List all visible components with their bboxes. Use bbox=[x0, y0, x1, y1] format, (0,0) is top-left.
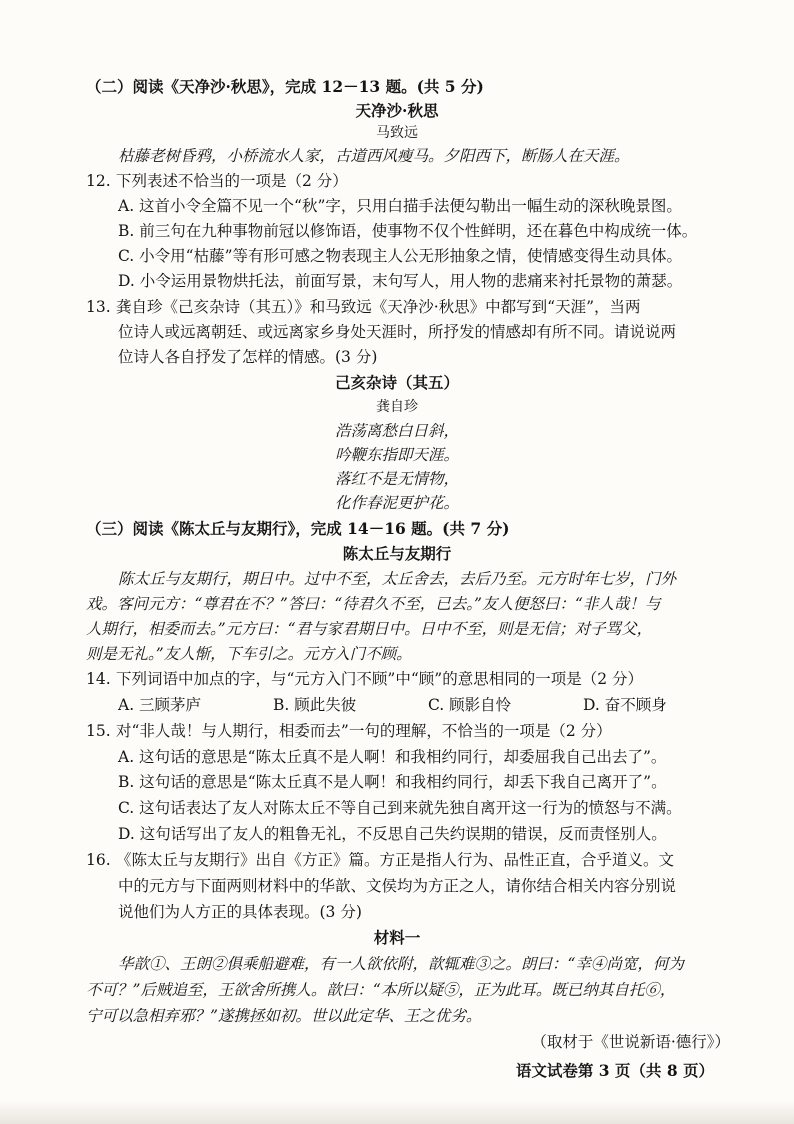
q12-number: 12. bbox=[86, 172, 111, 190]
q15-stem bbox=[86, 720, 736, 742]
q16-line-3: 说他们为人方正的具体表现。(3 分) bbox=[118, 903, 362, 921]
q14-option-b: B. 顾此失彼 bbox=[273, 696, 357, 714]
poem2-line-2: 吟鞭东指即天涯。 bbox=[334, 446, 459, 464]
poem2-line-3: 落红不是无情物， bbox=[334, 470, 459, 488]
q16-line-2: 中的元方与下面两则材料中的华歆、文侯均为方正之人，请你结合相关内容分别说 bbox=[118, 877, 677, 895]
page-footer: 语文试卷第 3 页（共 8 页） bbox=[515, 1061, 714, 1080]
poem1-title: 天净沙·秋思 bbox=[355, 101, 439, 120]
q12-option-b: B. 前三句在九种事物前冠以修饰语，使事物不仅个性鲜明，还在暮色中构成统一体。 bbox=[118, 222, 698, 240]
q15-option-a: A. 这句话的意思是“陈太丘真不是人啊！和我相约同行，却委屈我自己出去了”。 bbox=[118, 748, 667, 766]
q13-line-3: 位诗人各自抒发了怎样的情感。(3 分) bbox=[118, 348, 378, 366]
text-line-1: 陈太丘与友期行，期日中。过中不至，太丘舍去，去后乃至。元方时年七岁，门外 bbox=[118, 570, 677, 588]
text-line-2: 戏。客问元方：“尊君在不？”答曰：“待君久不至，已去。”友人便怒曰：“非人哉！与 bbox=[86, 595, 661, 613]
q15-number: 15. bbox=[86, 722, 111, 740]
material1-line-1: 华歆①、王朗②俱乘船避难，有一人欲依附，歆辄难③之。朗曰：“幸④尚宽，何为 bbox=[118, 955, 684, 973]
q12-option-a: A. 这首小令全篇不见一个“秋”字，只用白描手法便勾勒出一幅生动的深秋晚景图。 bbox=[118, 197, 682, 215]
q13-text-1: 龚自珍《己亥杂诗（其五）》和马致远《天净沙·秋思》中都写到“天涯”，当两 bbox=[116, 298, 641, 316]
poem1-text: 枯藤老树昏鸦，小桥流水人家，古道西风瘦马。夕阳西下，断肠人在天涯。 bbox=[118, 147, 630, 165]
material1-line-2: 不可？”后贼追至，王欲舍所携人。歆曰：“本所以疑⑤，正为此耳。既已纳其自托⑥， bbox=[86, 981, 676, 999]
poem2-author: 龚自珍 bbox=[376, 399, 418, 415]
text-line-4: 则是无礼。”友人惭，下车引之。元方入门不顾。 bbox=[86, 645, 412, 663]
q14-option-c: C. 顾影自怜 bbox=[428, 696, 512, 714]
material1-source: （取材于《世说新语·德行》） bbox=[531, 1033, 730, 1051]
q12-stem-text: 下列表述不恰当的一项是（2 分） bbox=[116, 172, 348, 190]
q14-number: 14. bbox=[86, 670, 111, 688]
q16-text-1: 《陈太丘与友期行》出自《方正》篇。方正是指人行为、品性正直，合乎道义。文 bbox=[116, 851, 675, 869]
q15-stem-text: 对“非人哉！与人期行，相委而去”一句的理解，不恰当的一项是（2 分） bbox=[116, 722, 612, 740]
q12-option-d: D. 小令运用景物烘托法，前面写景，末句写人，用人物的悲痛来衬托景物的萧瑟。 bbox=[118, 272, 683, 290]
q12-stem bbox=[86, 170, 736, 192]
q13-line-1 bbox=[86, 296, 736, 318]
q14-options bbox=[118, 694, 738, 716]
q16-number: 16. bbox=[86, 851, 111, 869]
text-line-3: 人期行，相委而去。”元方曰：“君与家君期日中。日中不至，则是无信；对子骂父， bbox=[86, 620, 653, 638]
q14-stem-text: 下列词语中加点的字，与“元方入门不顾”中“顾”的意思相同的一项是（2 分） bbox=[116, 670, 643, 688]
poem1-author: 马致远 bbox=[376, 125, 418, 141]
q12-option-c: C. 小令用“枯藤”等有形可感之物表现主人公无形抽象之情，使情感变得生动具体。 bbox=[118, 247, 683, 265]
q15-option-d: D. 这句话写出了友人的粗鲁无礼，不反思自己失约误期的错误，反而责怪别人。 bbox=[118, 825, 667, 843]
q15-option-c: C. 这句话表达了友人对陈太丘不等自己到来就先独自离开这一行为的愤怒与不满。 bbox=[118, 799, 682, 817]
material1-title: 材料一 bbox=[373, 928, 421, 947]
q16-line-1 bbox=[86, 849, 736, 871]
q13-number: 13. bbox=[86, 298, 111, 316]
q13-line-2: 位诗人或远离朝廷、或远离家乡身处天涯时，所抒发的情感却有所不同。请说说两 bbox=[118, 323, 677, 341]
material1-line-3: 宁可以急相弃邪？”遂携拯如初。世以此定华、王之优劣。 bbox=[86, 1007, 482, 1025]
q14-option-d: D. 奋不顾身 bbox=[583, 696, 667, 714]
poem2-title: 己亥杂诗（其五） bbox=[334, 373, 459, 392]
poem2-line-1: 浩荡离愁白日斜， bbox=[334, 422, 459, 440]
section3-heading: （三）阅读《陈太丘与友期行》，完成 14－16 题。(共 7 分) bbox=[86, 519, 510, 538]
q14-stem bbox=[86, 668, 736, 690]
q14-option-a: A. 三顾茅庐 bbox=[118, 696, 202, 714]
scan-edge-shadow bbox=[0, 1100, 794, 1124]
section2-heading: （二）阅读《天净沙·秋思》，完成 12－13 题。(共 5 分) bbox=[86, 77, 484, 96]
poem2-line-4: 化作春泥更护花。 bbox=[334, 494, 459, 512]
text-title: 陈太丘与友期行 bbox=[342, 544, 452, 563]
q15-option-b: B. 这句话的意思是“陈太丘真不是人啊！和我相约同行，却丢下我自己离开了”。 bbox=[118, 773, 667, 791]
